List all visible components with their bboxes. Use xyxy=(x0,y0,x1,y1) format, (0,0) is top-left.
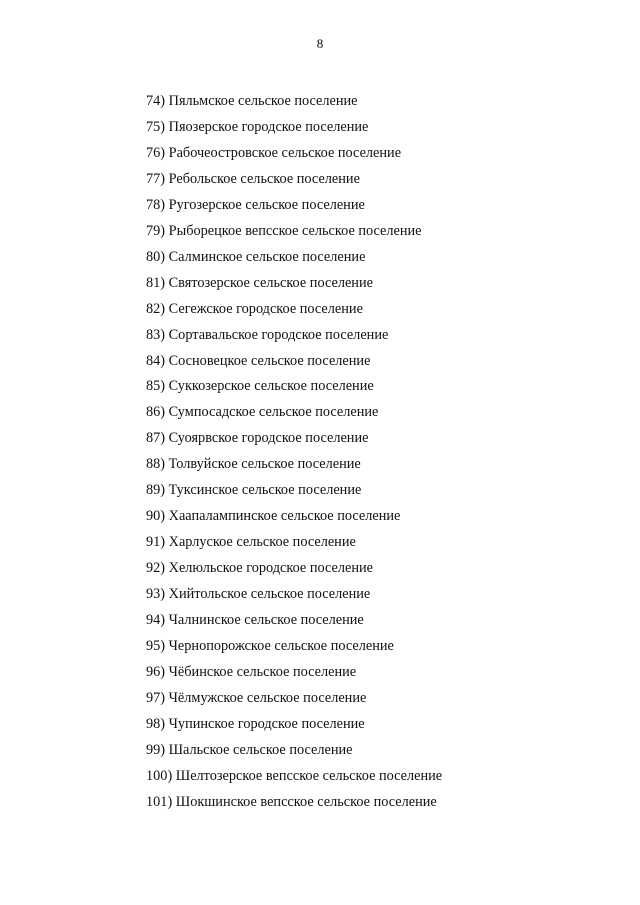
list-item: 82) Сегежское городское поселение xyxy=(146,300,363,317)
list-item: 77) Ребольское сельское поселение xyxy=(146,170,360,187)
list-item: 98) Чупинское городское поселение xyxy=(146,715,365,732)
list-item: 87) Суоярвское городское поселение xyxy=(146,430,369,447)
list-item: 86) Сумпосадское сельское поселение xyxy=(146,404,379,421)
list-item: 88) Толвуйское сельское поселение xyxy=(146,456,361,473)
list-item: 83) Сортавальское городское поселение xyxy=(146,326,389,343)
list-item: 74) Пяльмское сельское поселение xyxy=(146,93,358,109)
list-item: 89) Туксинское сельское поселение xyxy=(146,482,362,499)
list-item: 97) Чёлмужское сельское поселение xyxy=(146,689,367,706)
list-item: 92) Хелюльское городское поселение xyxy=(146,560,373,577)
list-item: 84) Сосновецкое сельское поселение xyxy=(146,352,371,369)
list-item: 93) Хийтольское сельское поселение xyxy=(146,586,371,603)
list-item: 75) Пяозерское городское поселение xyxy=(146,118,369,135)
list-item: 100) Шелтозерское вепсское сельское поселение xyxy=(146,767,443,784)
list-item: 81) Святозерское сельское поселение xyxy=(146,274,373,291)
list-item: 101) Шокшинское вепсское сельское поселение xyxy=(146,793,437,810)
settlement-list xyxy=(146,92,442,819)
list-item: 78) Ругозерское сельское поселение xyxy=(146,196,365,213)
list-item: 76) Рабочеостровское сельское поселение xyxy=(146,144,402,161)
list-item: 85) Суккозерское сельское поселение xyxy=(146,378,374,395)
list-item: 94) Чалнинское сельское поселение xyxy=(146,612,364,629)
list-item: 96) Чёбинское сельское поселение xyxy=(146,663,357,680)
page-number: 8 xyxy=(316,36,324,51)
list-item: 90) Хаапалампинское сельское поселение xyxy=(146,508,401,525)
list-item: 99) Шальское сельское поселение xyxy=(146,741,353,758)
list-item: 79) Рыборецкое вепсское сельское поселение xyxy=(146,222,422,239)
list-item: 80) Салминское сельское поселение xyxy=(146,248,366,265)
list-item: 91) Харлуское сельское поселение xyxy=(146,534,356,551)
list-item: 95) Чернопорожское сельское поселение xyxy=(146,638,394,655)
